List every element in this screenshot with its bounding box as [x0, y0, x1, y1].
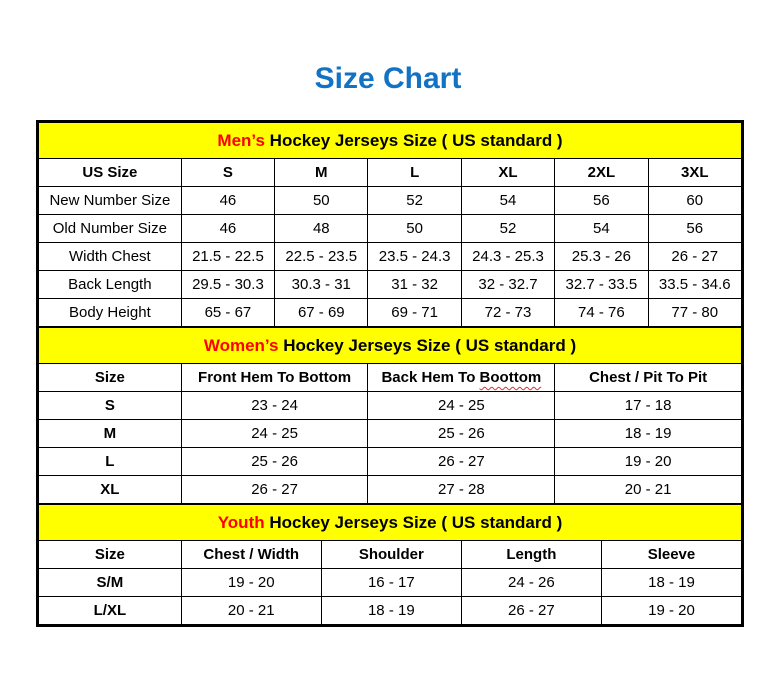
cell: 29.5 - 30.3	[181, 271, 274, 299]
cell: 54	[461, 187, 554, 215]
cell: 18 - 19	[601, 569, 741, 597]
mens-row-body-height	[39, 299, 742, 327]
cell: 19 - 20	[555, 448, 742, 476]
cell: 46	[181, 215, 274, 243]
col-header: Length	[461, 541, 601, 569]
row-label: New Number Size	[39, 187, 182, 215]
row-label: S/M	[39, 569, 182, 597]
womens-column-header-row	[39, 364, 742, 392]
cell: 22.5 - 23.5	[275, 243, 368, 271]
mens-row-new-number-size	[39, 187, 742, 215]
mens-row-old-number-size	[39, 215, 742, 243]
cell: 52	[461, 215, 554, 243]
cell: 19 - 20	[601, 597, 741, 625]
womens-section-title-rest: Hockey Jerseys Size ( US standard )	[278, 335, 577, 355]
cell: 25 - 26	[368, 420, 555, 448]
womens-section-title-highlight: Women’s	[203, 335, 279, 355]
cell: 32 - 32.7	[461, 271, 554, 299]
row-label: Width Chest	[39, 243, 182, 271]
col-header: XL	[461, 159, 554, 187]
size-chart-container	[36, 120, 744, 627]
cell: 18 - 19	[321, 597, 461, 625]
youth-row-sm	[39, 569, 742, 597]
cell: 32.7 - 33.5	[555, 271, 648, 299]
col-header: S	[181, 159, 274, 187]
womens-row-m	[39, 420, 742, 448]
mens-size-table	[38, 122, 742, 327]
cell: 52	[368, 187, 461, 215]
cell: 24 - 25	[368, 392, 555, 420]
cell: 72 - 73	[461, 299, 554, 327]
cell: 56	[555, 187, 648, 215]
cell: 24 - 25	[181, 420, 368, 448]
cell: 27 - 28	[368, 476, 555, 504]
cell: 69 - 71	[368, 299, 461, 327]
row-label: L/XL	[39, 597, 182, 625]
page-title: Size Chart	[314, 62, 462, 95]
row-label: M	[39, 420, 182, 448]
cell: 26 - 27	[181, 476, 368, 504]
col-header: Size	[39, 364, 182, 392]
cell: 24 - 26	[461, 569, 601, 597]
womens-section-header-row	[39, 328, 742, 364]
col-header: M	[275, 159, 368, 187]
cell: 33.5 - 34.6	[648, 271, 741, 299]
youth-size-table	[38, 504, 742, 625]
row-label: XL	[39, 476, 182, 504]
cell: 18 - 19	[555, 420, 742, 448]
cell: 20 - 21	[181, 597, 321, 625]
cell: 31 - 32	[368, 271, 461, 299]
cell: 50	[368, 215, 461, 243]
mens-column-header-row	[39, 159, 742, 187]
cell: 77 - 80	[648, 299, 741, 327]
row-label: L	[39, 448, 182, 476]
mens-section-title-rest: Hockey Jerseys Size ( US standard )	[264, 130, 563, 150]
cell: 23 - 24	[181, 392, 368, 420]
cell: 23.5 - 24.3	[368, 243, 461, 271]
mens-row-back-length	[39, 271, 742, 299]
cell: 56	[648, 215, 741, 243]
cell: 26 - 27	[368, 448, 555, 476]
row-label: Old Number Size	[39, 215, 182, 243]
cell: 21.5 - 22.5	[181, 243, 274, 271]
youth-column-header-row	[39, 541, 742, 569]
col-header: US Size	[39, 159, 182, 187]
cell: 24.3 - 25.3	[461, 243, 554, 271]
youth-row-lxl	[39, 597, 742, 625]
cell: 74 - 76	[555, 299, 648, 327]
youth-section-title-rest: Hockey Jerseys Size ( US standard )	[264, 512, 563, 532]
cell: 20 - 21	[555, 476, 742, 504]
mens-section-title	[39, 123, 742, 159]
cell: 16 - 17	[321, 569, 461, 597]
row-label: S	[39, 392, 182, 420]
col-header: Front Hem To Bottom	[181, 364, 368, 392]
youth-section-title-highlight: Youth	[217, 512, 265, 532]
col-header: Size	[39, 541, 182, 569]
cell: 26 - 27	[648, 243, 741, 271]
womens-section-title	[39, 328, 742, 364]
womens-row-s	[39, 392, 742, 420]
col-header: 3XL	[648, 159, 741, 187]
womens-row-l	[39, 448, 742, 476]
col-header: Chest / Pit To Pit	[555, 364, 742, 392]
row-label: Back Length	[39, 271, 182, 299]
back-hem-prefix: Back Hem To	[381, 369, 480, 386]
back-hem-misspelled-word: Boottom	[479, 369, 542, 386]
womens-size-table	[38, 327, 742, 504]
mens-section-title-highlight: Men’s	[217, 130, 265, 150]
col-header: L	[368, 159, 461, 187]
cell: 67 - 69	[275, 299, 368, 327]
cell: 17 - 18	[555, 392, 742, 420]
cell: 19 - 20	[181, 569, 321, 597]
cell: 60	[648, 187, 741, 215]
cell: 46	[181, 187, 274, 215]
mens-section-header-row	[39, 123, 742, 159]
youth-section-title	[39, 505, 742, 541]
cell: 25 - 26	[181, 448, 368, 476]
row-label: Body Height	[39, 299, 182, 327]
cell: 26 - 27	[461, 597, 601, 625]
cell: 30.3 - 31	[275, 271, 368, 299]
cell: 48	[275, 215, 368, 243]
cell: 54	[555, 215, 648, 243]
cell: 25.3 - 26	[555, 243, 648, 271]
womens-row-xl	[39, 476, 742, 504]
col-header: Chest / Width	[181, 541, 321, 569]
mens-row-width-chest	[39, 243, 742, 271]
cell: 65 - 67	[181, 299, 274, 327]
col-header-misspelled	[368, 364, 555, 392]
cell: 50	[275, 187, 368, 215]
col-header: Sleeve	[601, 541, 741, 569]
col-header: 2XL	[555, 159, 648, 187]
youth-section-header-row	[39, 505, 742, 541]
col-header: Shoulder	[321, 541, 461, 569]
